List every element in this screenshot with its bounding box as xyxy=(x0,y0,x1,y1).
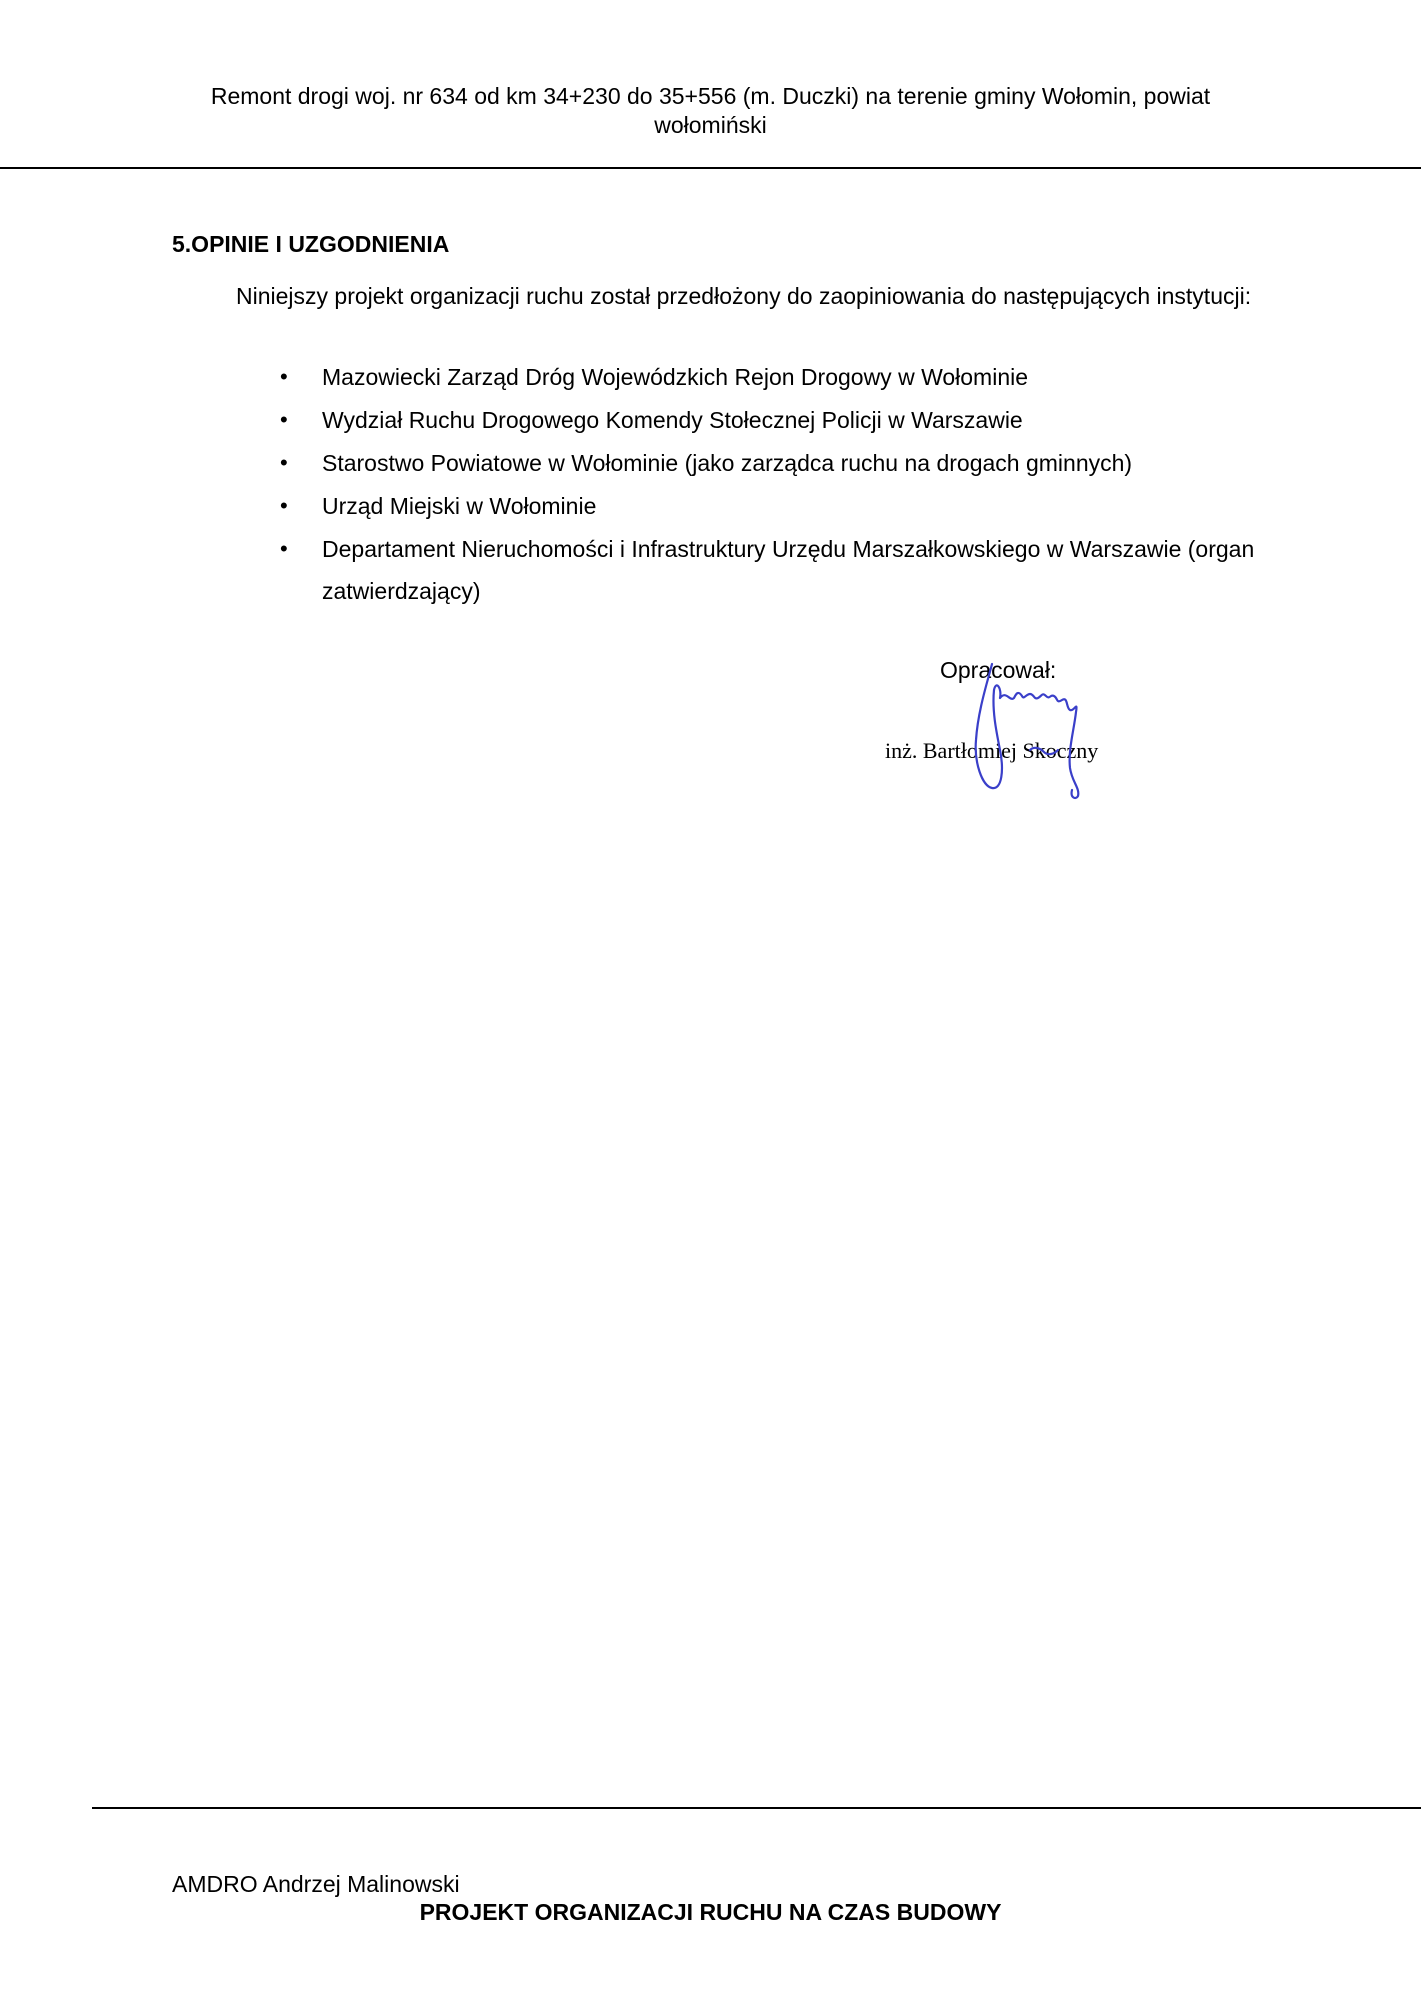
list-item xyxy=(172,356,1272,398)
handwritten-signature-icon xyxy=(930,650,1120,800)
list-item-text: Departament Nieruchomości i Infrastruktury Urzędu Marszałkowskiego w Warszawie (organ zatwierdzający) xyxy=(322,536,1255,604)
bullet-icon: • xyxy=(280,407,288,432)
list-item xyxy=(172,442,1272,484)
bullet-icon: • xyxy=(280,450,288,475)
list-item-text: Mazowiecki Zarząd Dróg Wojewódzkich Rejon Drogowy w Wołominie xyxy=(322,364,1029,390)
header-line-1: Remont drogi woj. nr 634 od km 34+230 do 35+556 (m. Duczki) na terenie gminy Wołomin, powiat xyxy=(210,83,1211,109)
list-item xyxy=(172,485,1272,527)
list-item-text: Starostwo Powiatowe w Wołominie (jako zarządca ruchu na drogach gminnych) xyxy=(322,450,1133,476)
signature-caption: Opracował: xyxy=(940,657,1057,683)
list-item xyxy=(172,399,1272,441)
list-item-text: Wydział Ruchu Drogowego Komendy Stołecznej Policji w Warszawie xyxy=(322,407,1023,433)
list-item-text: Urząd Miejski w Wołominie xyxy=(322,493,597,519)
page-header xyxy=(0,82,1421,140)
footer-divider xyxy=(92,1807,1421,1809)
signature-block xyxy=(880,650,1140,800)
footer-title: PROJEKT ORGANIZACJI RUCHU NA CZAS BUDOWY xyxy=(419,1899,1002,1925)
institution-list xyxy=(172,356,1272,613)
section-title: 5.OPINIE I UZGODNIENIA xyxy=(172,231,450,257)
signature-name: inż. Bartłomiej Skoczny xyxy=(885,738,1099,763)
list-item xyxy=(172,528,1272,612)
bullet-icon: • xyxy=(280,493,288,518)
header-line-2: wołomiński xyxy=(654,112,767,138)
header-divider xyxy=(0,167,1421,169)
bullet-icon: • xyxy=(280,536,288,561)
bullet-icon: • xyxy=(280,364,288,389)
section-intro: Niniejszy projekt organizacji ruchu został przedłożony do zaopiniowania do następujących instytucji: xyxy=(236,283,1252,309)
footer-company: AMDRO Andrzej Malinowski xyxy=(172,1871,460,1897)
